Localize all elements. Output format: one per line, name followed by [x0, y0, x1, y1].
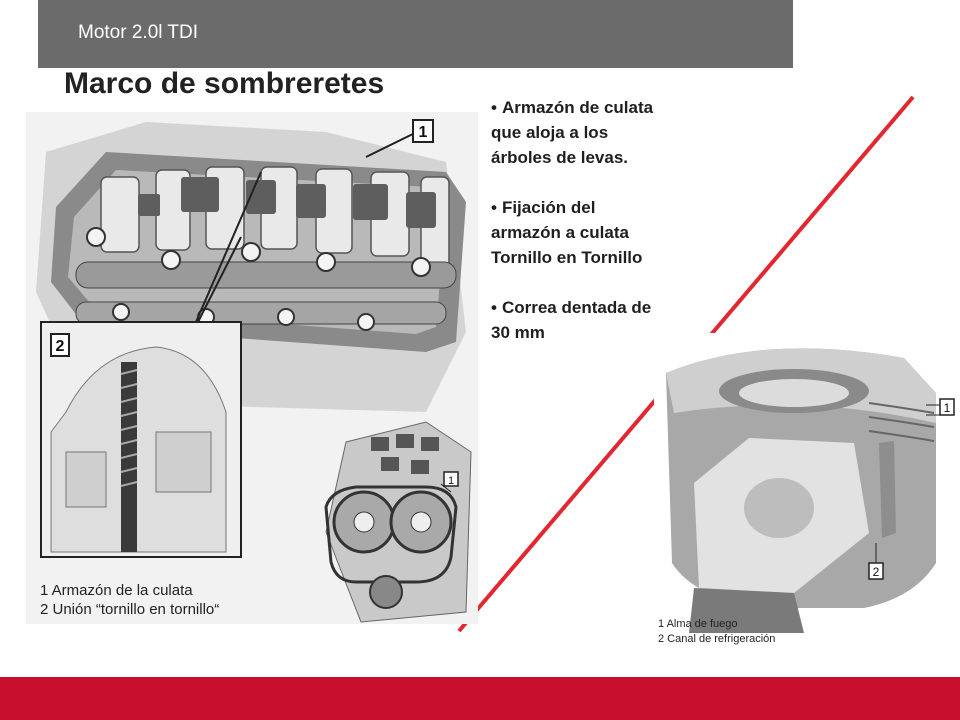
head-caption-1: 1 Armazón de la culata: [40, 582, 193, 599]
bullet-icon: •: [491, 298, 497, 317]
bullet-text: Tornillo en Tornillo: [491, 248, 643, 267]
footer-band: [0, 677, 960, 720]
callout-1: 1: [418, 124, 428, 141]
cylinder-head-photo: [26, 112, 478, 624]
belt-callout-1: 1: [447, 475, 455, 487]
piston-caption-1: 1 Alma de fuego: [658, 618, 738, 630]
slide-title: Marco de sombreretes: [64, 67, 385, 100]
bullet-icon: •: [491, 98, 497, 117]
bullet-icon: •: [491, 198, 497, 217]
bullet-text: árboles de levas.: [491, 148, 629, 167]
piston-callout-2: 2: [872, 565, 880, 579]
head-caption-2: 2 Unión “tornillo en tornillo“: [40, 601, 220, 618]
bullet-text: armazón a culata: [491, 223, 629, 242]
header-title: Motor 2.0l TDI: [78, 22, 199, 43]
piston-callout-1: 1: [943, 401, 951, 415]
bullet-text: Correa dentada de: [501, 298, 652, 317]
bullet-text: Fijación del: [501, 198, 596, 217]
bullet-text: 30 mm: [491, 323, 545, 342]
bullet-text: que aloja a los: [491, 123, 609, 142]
bullet-text: Armazón de culata: [501, 98, 654, 117]
piston-photo: [654, 333, 960, 659]
callout-2: 2: [55, 338, 65, 355]
piston-caption-2: 2 Canal de refrigeración: [658, 633, 776, 645]
